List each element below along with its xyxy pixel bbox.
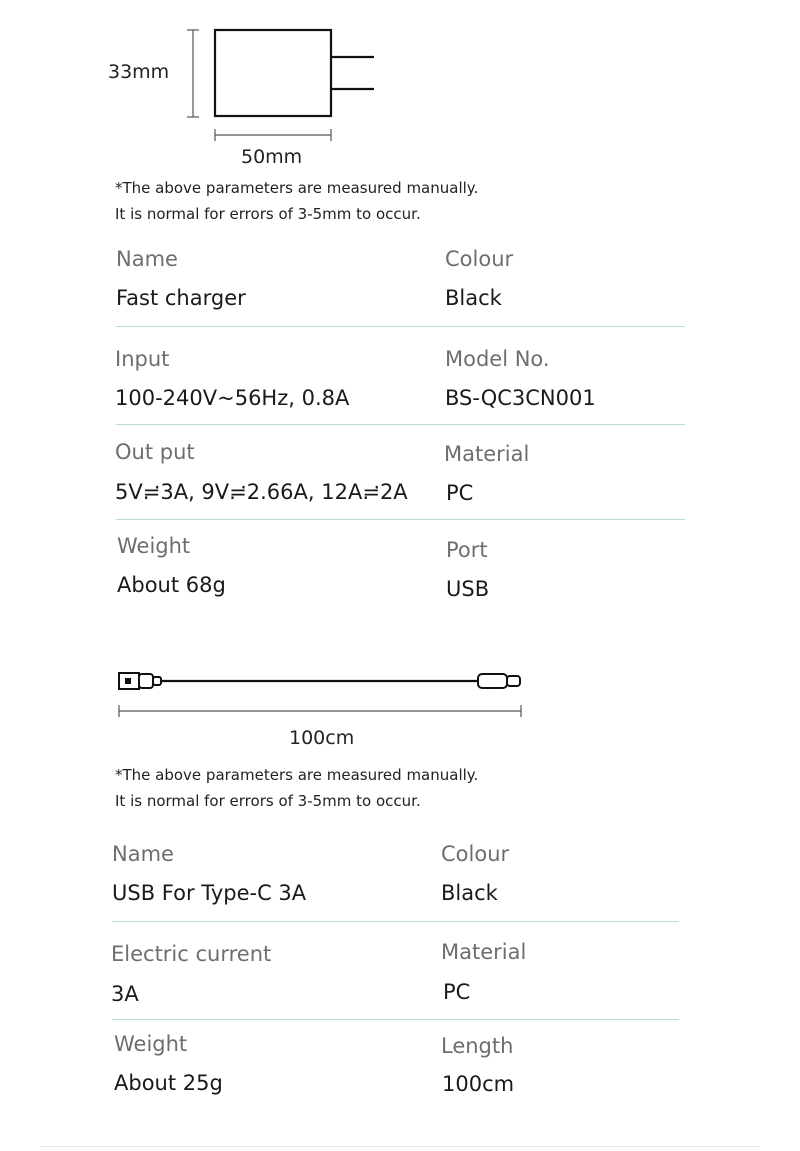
spec-value: USB [446, 577, 490, 601]
note-line: *The above parameters are measured manually. [115, 179, 479, 197]
spec-label: Input [115, 347, 170, 371]
charger-height-label: 33mm [108, 61, 170, 83]
note-line: *The above parameters are measured manually. [115, 766, 479, 784]
spec-value: PC [446, 481, 474, 505]
row-divider [116, 519, 685, 520]
spec-label: Out put [115, 440, 195, 464]
spec-value: 100-240V~56Hz, 0.8A [115, 386, 350, 410]
cable-length-label: 100cm [289, 727, 355, 749]
note-line: It is normal for errors of 3-5mm to occur. [115, 792, 421, 810]
charger-width-label: 50mm [241, 146, 303, 168]
spec-label: Weight [117, 534, 191, 558]
bottom-divider [40, 1146, 760, 1147]
row-divider [116, 326, 685, 327]
spec-value: Black [445, 286, 502, 310]
spec-value: 5V≓3A, 9V≓2.66A, 12A≓2A [115, 480, 408, 504]
spec-value: BS-QC3CN001 [445, 386, 596, 410]
spec-label: Name [116, 247, 178, 271]
spec-value: About 68g [117, 573, 226, 597]
spec-label: Weight [114, 1032, 188, 1056]
spec-label: Colour [441, 842, 510, 866]
spec-value: PC [443, 980, 471, 1004]
row-divider [112, 1019, 679, 1020]
spec-value: About 25g [114, 1071, 223, 1095]
note-line: It is normal for errors of 3-5mm to occur. [115, 205, 421, 223]
spec-label: Material [444, 442, 530, 466]
spec-value: Fast charger [116, 286, 246, 310]
charger-measure-note [115, 175, 478, 227]
usb-cable-icon [0, 660, 800, 730]
spec-value: 3A [111, 982, 139, 1006]
spec-label: Model No. [445, 347, 550, 371]
spec-label: Colour [445, 247, 514, 271]
spec-value: USB For Type-C 3A [112, 881, 307, 905]
row-divider [112, 921, 679, 922]
spec-value: 100cm [442, 1072, 515, 1096]
spec-label: Name [112, 842, 174, 866]
spec-label: Material [441, 940, 527, 964]
spec-label: Electric current [111, 942, 272, 966]
spec-label: Length [441, 1034, 514, 1058]
spec-label: Port [446, 538, 488, 562]
cable-measure-note [115, 762, 478, 814]
row-divider [116, 424, 685, 425]
spec-value: Black [441, 881, 498, 905]
